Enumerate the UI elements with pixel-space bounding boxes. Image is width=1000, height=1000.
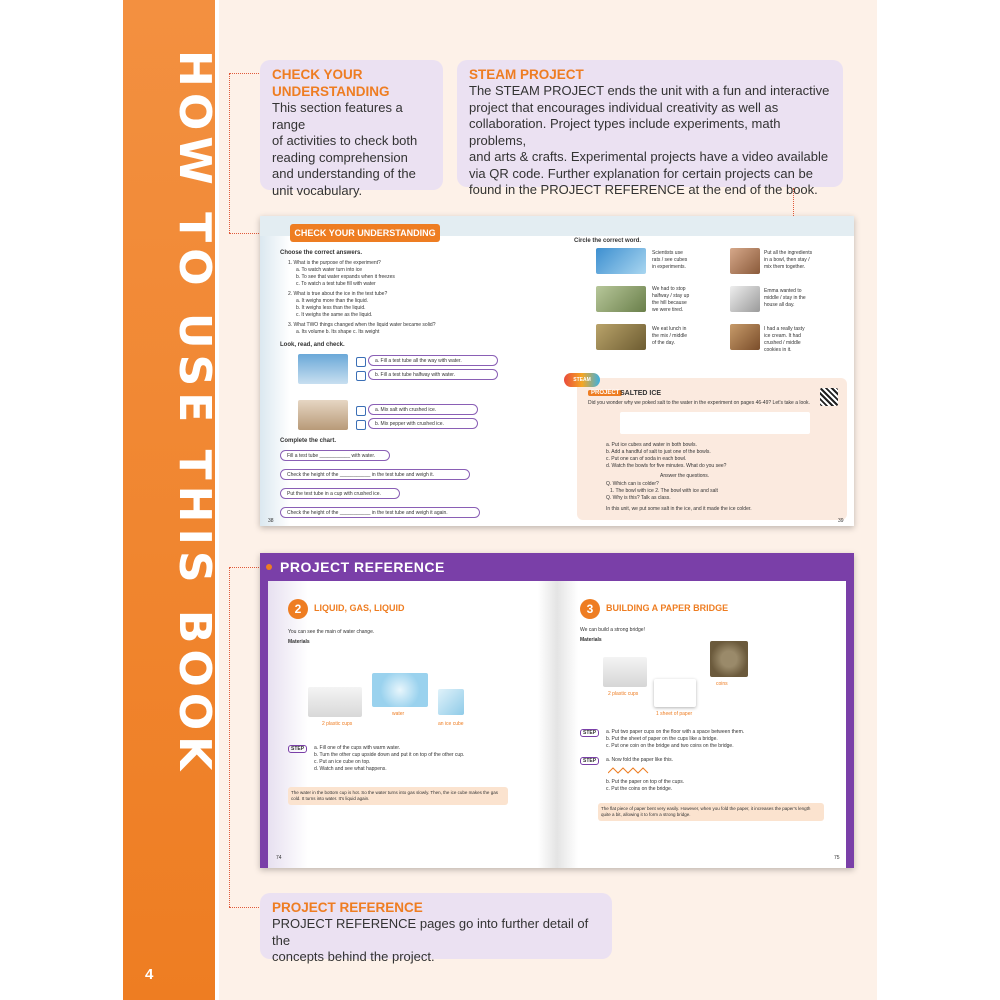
chart-pill: Check the height of the ___________ in the test tube and weigh it. — [280, 469, 470, 480]
option-pill: a. Mix salt with crushed ice. — [368, 404, 478, 415]
ice-photo — [596, 248, 646, 274]
step-line: c. Put one coin on the bridge and two coins on the bridge. — [606, 743, 734, 749]
callout-line: concepts behind the project. — [272, 949, 435, 964]
checkbox[interactable] — [356, 371, 366, 381]
answer-option: a. Its volume b. Its shape c. Its weight — [296, 329, 380, 335]
book-spread-check-understanding — [260, 216, 854, 526]
water-photo — [372, 673, 428, 707]
step-line: a. Put ice cubes and water in both bowls. — [606, 442, 697, 448]
project-number-badge: 3 — [580, 599, 600, 619]
circle-item: We had to stop halfway / stay up the hill because we were tired. — [652, 286, 690, 313]
checkbox[interactable] — [356, 420, 366, 430]
callout-line: reading comprehension — [272, 149, 408, 165]
step-line: d. Watch the bowls for five minutes. What do you see? — [606, 463, 727, 469]
connector-line — [229, 567, 230, 907]
question: 2. What is true about the ice in the test tube? — [288, 291, 388, 297]
material-caption: 2 plastic cups — [322, 721, 353, 727]
book-page-number: 38 — [268, 518, 274, 524]
callout-line: and understanding of the — [272, 166, 416, 181]
callout-check-understanding — [260, 60, 443, 198]
checkbox[interactable] — [356, 357, 366, 367]
materials-strip — [620, 412, 810, 434]
answer-option: b. To see that water expands when it freezes — [296, 274, 395, 280]
callout-line: found in the PROJECT REFERENCE at the end of the book. — [469, 182, 818, 197]
answer-option: a. It weighs more than the liquid. — [296, 298, 368, 304]
step-line: b. Put the sheet of paper on the cups like a bridge. — [606, 736, 718, 742]
hill-photo — [596, 286, 646, 312]
step-label: STEP — [580, 729, 599, 737]
project-number-badge: 2 — [288, 599, 308, 619]
answer-option: a. To watch water turn into ice — [296, 267, 363, 273]
vertical-title: HOW TO USE THIS BOOK — [169, 50, 220, 777]
book-page-number: 75 — [834, 855, 840, 861]
answer-option: c. It weighs the same as the liquid. — [296, 312, 373, 318]
circle-item: Emma wanted to middle / stay in the house all day. — [764, 288, 806, 308]
chart-pill: Put the test tube in a cup with crushed ice. — [280, 488, 400, 499]
step-line: a. Put two paper cups on the floor with a space between them. — [606, 729, 745, 735]
step-label: STEP — [580, 757, 599, 765]
callout-line: via QR code. Further explanation for certain projects can be — [469, 165, 813, 181]
chart-pill: Fill a test tube ___________ with water. — [280, 450, 390, 461]
answer-option: c. To watch a test tube fill with water — [296, 281, 376, 287]
plastic-cups-photo — [603, 657, 647, 687]
callout-title: CHECK YOUR UNDERSTANDING — [272, 67, 390, 99]
section-a-heading: Choose the correct answers. — [280, 250, 363, 256]
materials-label: Materials — [580, 637, 602, 643]
connector-line — [229, 73, 259, 74]
step-line: c. Put an ice cube on top. — [314, 759, 371, 765]
callout-line: and arts & crafts. Experimental projects have a video available — [469, 149, 829, 164]
section-b-heading: Look, read, and check. — [280, 342, 345, 348]
callout-line: PROJECT REFERENCE pages go into further detail of the — [272, 916, 589, 948]
project-intro: You can see the main of water change. — [288, 629, 375, 635]
salt-ice-photo — [298, 400, 348, 430]
check-understanding-banner: CHECK YOUR UNDERSTANDING — [290, 224, 440, 242]
conclusion: In this unit, we put some salt in the ice, and it made the ice colder. — [606, 506, 752, 512]
circle-item: Scientists use rats / see cubes in experiments. — [652, 250, 688, 270]
circle-item: I had a really tasty ice cream. It had crushed / middle cookies in it. — [764, 326, 805, 353]
section-c-heading: Complete the chart. — [280, 438, 337, 444]
callout-line: collaboration. Project types include experiments, math problems, — [469, 116, 781, 148]
qr-code-icon[interactable] — [820, 388, 838, 406]
project-intro: Did you wonder why we poked salt to the water in the experiment on pages 46-49? Let's take a look. — [588, 400, 810, 406]
book-spread-project-reference — [260, 553, 854, 868]
checkbox[interactable] — [356, 406, 366, 416]
material-caption: water — [392, 711, 405, 717]
steam-tag: STEAM — [564, 373, 600, 387]
step-line: b. Turn the other cup upside down and put it on top of the other cup. — [314, 752, 465, 758]
ice-cream-photo — [730, 324, 760, 350]
material-caption: an ice cube — [438, 721, 464, 727]
step-label: STEP — [288, 745, 307, 753]
book-pages — [268, 581, 846, 868]
ice-cube-photo — [438, 689, 464, 715]
mixing-photo — [730, 248, 760, 274]
question: Q. Why is this? Talk as class. — [606, 495, 671, 501]
question: 3. What TWO things changed when the liquid water became solid? — [288, 322, 436, 328]
step-line: c. Put one can of soda in each bowl. — [606, 456, 687, 462]
callout-line: This section features a range — [272, 100, 403, 132]
callout-line: of activities to check both — [272, 133, 418, 148]
connector-line — [229, 73, 230, 233]
chart-pill: Check the height of the ___________ in the test tube and weigh it again. — [280, 507, 480, 518]
connector-line — [229, 567, 261, 568]
callout-line: unit vocabulary. — [272, 182, 363, 198]
page-number: 4 — [145, 966, 154, 983]
step-line: b. Put the paper on top of the cups. — [606, 779, 685, 785]
answer-option: b. It weighs less than the liquid. — [296, 305, 366, 311]
project-title: BUILDING A PAPER BRIDGE — [606, 603, 729, 613]
page — [123, 0, 877, 1000]
connector-line — [229, 907, 259, 908]
step-line: d. Watch and see what happens. — [314, 766, 387, 772]
step-line: c. Put the coins on the bridge. — [606, 786, 673, 792]
project-title: LIQUID, GAS, LIQUID — [314, 603, 405, 613]
step-line: a. Now fold the paper like this. — [606, 757, 673, 763]
step-line: b. Add a handful of salt to just one of the bowls. — [606, 449, 711, 455]
callout-title: PROJECT REFERENCE — [272, 900, 423, 915]
circle-word-heading: Circle the correct word. — [574, 238, 642, 244]
folded-paper-zigzag — [608, 767, 650, 775]
paper-photo — [654, 679, 696, 707]
answer-option: 1. The bowl with ice 2. The bowl with ice and salt — [610, 488, 718, 494]
step-line: Answer the questions. — [660, 473, 710, 479]
project-reference-header: PROJECT REFERENCE — [280, 559, 445, 575]
project-name: SALTED ICE — [620, 390, 662, 397]
callout-steam-project — [457, 60, 843, 197]
materials-label: Materials — [288, 639, 310, 645]
fact-box: The flat piece of paper bent very easily. However, when you fold the paper, it increases the paper's length quite a bit, allowing it to form a strong bridge. — [598, 803, 824, 821]
question: Q. Which can is colder? — [606, 481, 659, 487]
option-pill: b. Fill a test tube halfway with water. — [368, 369, 498, 380]
callout-project-reference — [260, 893, 612, 964]
callout-line: The STEAM PROJECT ends the unit with a fun and interactive — [469, 83, 830, 98]
callout-title: STEAM PROJECT — [469, 67, 584, 82]
header-dot — [266, 564, 272, 570]
callout-line: project that encourages individual creativity as well as — [469, 99, 779, 115]
project-intro: We can build a strong bridge! — [580, 627, 645, 633]
book-page-number: 74 — [276, 855, 282, 861]
material-caption: coins — [716, 681, 728, 687]
test-tube-photo — [298, 354, 348, 384]
material-caption: 1 sheet of paper — [656, 711, 693, 717]
lunch-photo — [596, 324, 646, 350]
coins-photo — [710, 641, 748, 677]
step-line: a. Fill one of the cups with warm water. — [314, 745, 401, 751]
option-pill: b. Mix pepper with crushed ice. — [368, 418, 478, 429]
circle-item: We eat lunch in the mix / middle of the day. — [652, 326, 688, 346]
fact-box: The water in the bottom cup is hot. So the water turns into gas slowly. Then, the ice cube makes the gas cold. It turns into water. It's liquid again. — [288, 787, 508, 805]
house-photo — [730, 286, 760, 312]
option-pill: a. Fill a test tube all the way with water. — [368, 355, 498, 366]
material-caption: 2 plastic cups — [608, 691, 639, 697]
question: 1. What is the purpose of the experiment? — [288, 260, 381, 266]
project-label: PROJECT — [588, 390, 622, 396]
book-page-number: 39 — [838, 518, 844, 524]
plastic-cups-photo — [308, 687, 362, 717]
circle-item: Put all the ingredients in a bowl, then stay / mix them together. — [764, 250, 813, 270]
